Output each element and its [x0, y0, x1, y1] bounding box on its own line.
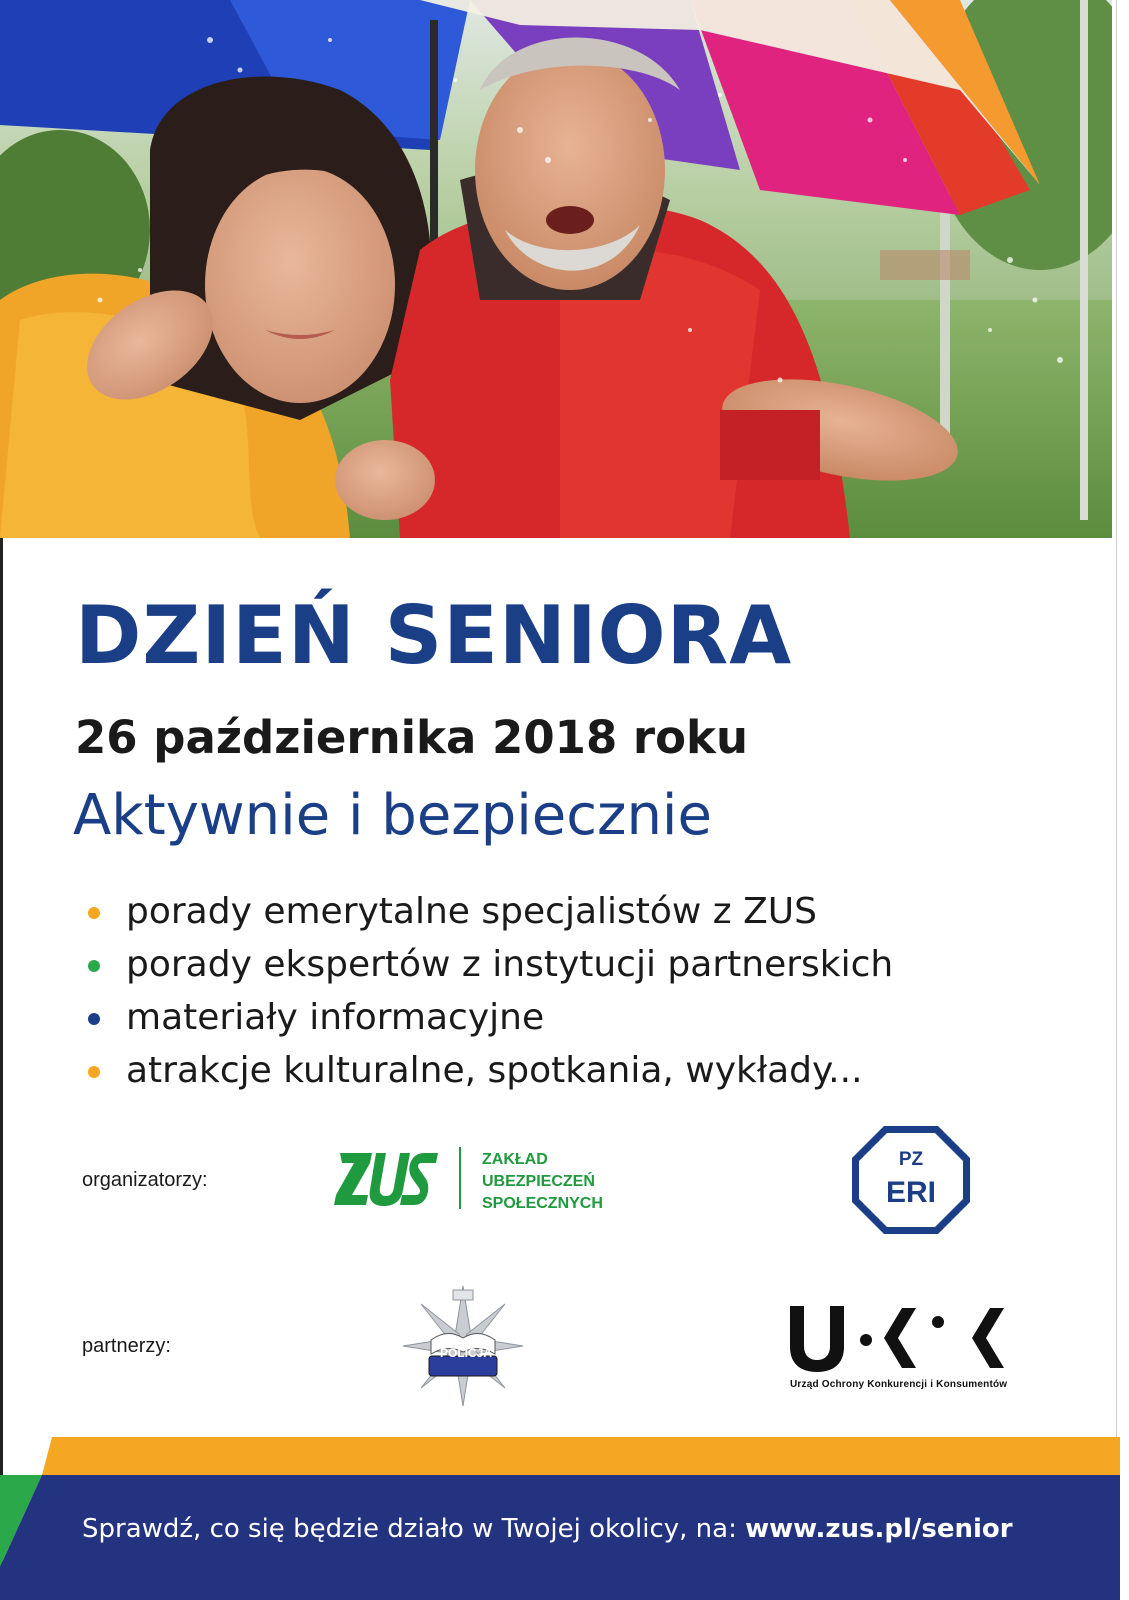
- list-item: [80, 885, 893, 938]
- police-logo-text: POLICJA: [439, 1346, 492, 1360]
- uokik-logo-icon: [790, 1302, 1020, 1374]
- list-item-text: porady ekspertów z instytucji partnerskich: [126, 944, 894, 985]
- feature-list: [80, 885, 893, 1097]
- zus-wordmark-line: SPOŁECZNYCH: [482, 1195, 603, 1212]
- list-item: [80, 1044, 893, 1097]
- hero-photo-illustration: [0, 0, 1112, 538]
- pzeri-logo-text: ERI: [885, 1176, 936, 1209]
- footer-url-link[interactable]: www.zus.pl/senior: [745, 1514, 1013, 1544]
- pzeri-logo-text: PZ: [898, 1149, 924, 1170]
- list-item: [80, 938, 893, 991]
- bullet-dot-icon: [88, 1066, 100, 1078]
- uokik-logo-caption: Urząd Ochrony Konkurencji i Konsumentów: [790, 1379, 1008, 1390]
- list-item-text: atrakcje kulturalne, spotkania, wykłady...: [126, 1050, 863, 1091]
- list-item: [80, 991, 893, 1044]
- page-title: DZIEŃ SENIORA: [75, 589, 793, 682]
- footer-message: Sprawdź, co się będzie działo w Twojej okolicy, na:: [82, 1514, 746, 1544]
- bullet-dot-icon: [88, 907, 100, 919]
- zus-wordmark-line: ZAKŁAD: [482, 1151, 548, 1168]
- bullet-dot-icon: [88, 1013, 100, 1025]
- footer-text: [82, 1514, 1013, 1544]
- list-item-text: porady emerytalne specjalistów z ZUS: [126, 891, 817, 932]
- partners-label: partnerzy:: [82, 1335, 171, 1357]
- bullet-dot-icon: [88, 960, 100, 972]
- event-subtitle: Aktywnie i bezpiecznie: [73, 783, 712, 848]
- frame-edge: [1116, 0, 1117, 1600]
- zus-logo-icon: [334, 1147, 440, 1211]
- logo-divider: [459, 1147, 461, 1209]
- list-item-text: materiały informacyjne: [126, 997, 545, 1038]
- event-date: 26 października 2018 roku: [75, 711, 749, 764]
- organizers-label: organizatorzy:: [82, 1169, 208, 1191]
- zus-wordmark-line: UBEZPIECZEŃ: [482, 1173, 595, 1190]
- zus-logo-wordmark: [482, 1149, 603, 1215]
- hero-photo: [0, 0, 1112, 538]
